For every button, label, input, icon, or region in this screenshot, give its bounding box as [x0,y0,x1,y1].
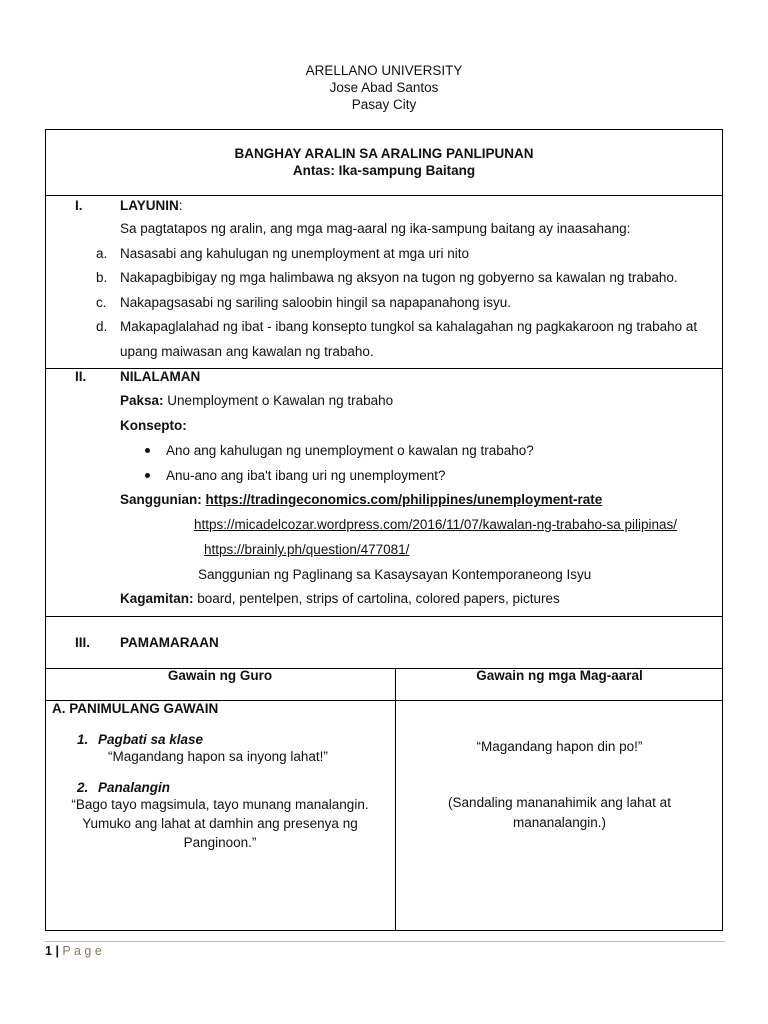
step-title: Panalangin [98,780,171,795]
concept-item: Ano ang kahulugan ng unemployment o kawalan ng trabaho? [166,443,534,458]
page-footer [45,944,102,958]
section-1-numeral: I. [75,198,83,213]
students-column-header: Gawain ng mga Mag-aaral [476,668,643,683]
page-label: P a g e [62,944,102,958]
campus-name: Jose Abad Santos [329,80,439,95]
reference-link[interactable]: https://tradingeconomics.com/philippines/unemployment-rate [205,492,603,507]
students-prayer-line: mananalangin.) [512,815,607,830]
step-number: 2. [77,780,89,795]
concept-label: Konsepto: [120,418,187,433]
step-title: Pagbati sa klase [98,732,204,747]
section-3-numeral: III. [75,635,91,650]
page-number: 1 [45,944,52,958]
teacher-prayer-line: “Bago tayo magsimula, tayo munang manalangin. [71,797,369,812]
bullet-icon [145,448,150,453]
divider [45,195,723,196]
materials-value: board, pentelpen, strips of cartolina, colored papers, pictures [193,591,560,606]
materials-line [120,591,560,606]
topic-value: Unemployment o Kawalan ng trabaho [163,393,394,408]
section-3-heading: PAMAMARAAN [120,635,219,650]
teacher-greeting: “Magandang hapon sa inyong lahat!” [108,749,328,764]
topic-label: Paksa: [120,393,164,408]
procedure-frame [45,616,723,931]
students-greeting: “Magandang hapon din po!” [476,739,643,754]
objective-a: Nasasabi ang kahulugan ng unemployment at mga uri nito [120,246,469,261]
objective-letter: c. [96,295,107,310]
reference-link[interactable]: https://brainly.ph/question/477081/ [204,542,410,557]
section-1-heading-text: LAYUNIN [120,198,179,213]
teacher-prayer-line: Panginoon.” [183,835,257,850]
objective-b: Nakapagbibigay ng mga halimbawa ng aksyon na tugon ng gobyerno sa kawalan ng trabaho. [120,270,678,285]
section-2-heading: NILALAMAN [120,369,201,384]
page-separator: | [55,944,59,958]
objective-c: Nakapagsasabi ng sariling saloobin hingil sa napapanahong isyu. [120,295,512,310]
objective-letter: d. [96,319,108,334]
grade-level: Antas: Ika-sampung Baitang [292,163,476,178]
bullet-icon [145,473,150,478]
references-line [120,492,602,507]
objective-letter: a. [96,246,108,261]
objective-d: Makapaglalahad ng ibat - ibang konsepto tungkol sa kahalagahan ng pagkakaroon ng trabaho at [120,319,698,334]
materials-label: Kagamitan: [120,591,194,606]
step-number: 1. [77,732,89,747]
reference-book: Sanggunian ng Paglinang sa Kasaysayan Kontemporaneong Isyu [198,567,592,582]
section-2-numeral: II. [75,369,87,384]
plan-title: BANGHAY ARALIN SA ARALING PANLIPUNAN [234,146,534,161]
footer-rule [45,941,725,942]
teacher-column-header: Gawain ng Guro [167,668,273,683]
concept-item: Anu-ano ang iba't ibang uri ng unemployment? [166,468,446,483]
students-prayer-line: (Sandaling mananahimik ang lahat at [448,795,671,810]
objective-d-continued: upang maiwasan ang kawalan ng trabaho. [120,344,374,359]
section-1-heading [120,198,183,213]
subsection-heading: A. PANIMULANG GAWAIN [52,701,219,716]
reference-link[interactable]: https://micadelcozar.wordpress.com/2016/11/07/kawalan-ng-trabaho-sa pilipinas/ [194,517,678,532]
topic-line [120,393,393,408]
section-1-colon: : [178,198,183,213]
objectives-intro: Sa pagtatapos ng aralin, ang mga mag-aaral ng ika-sampung baitang ay inaasahang: [120,221,631,236]
city-name: Pasay City [351,97,417,112]
teacher-prayer-line: Yumuko ang lahat at damhin ang presenya ng [82,816,358,831]
university-name: ARELLANO UNIVERSITY [305,63,463,78]
objective-letter: b. [96,270,108,285]
references-label: Sanggunian: [120,492,202,507]
